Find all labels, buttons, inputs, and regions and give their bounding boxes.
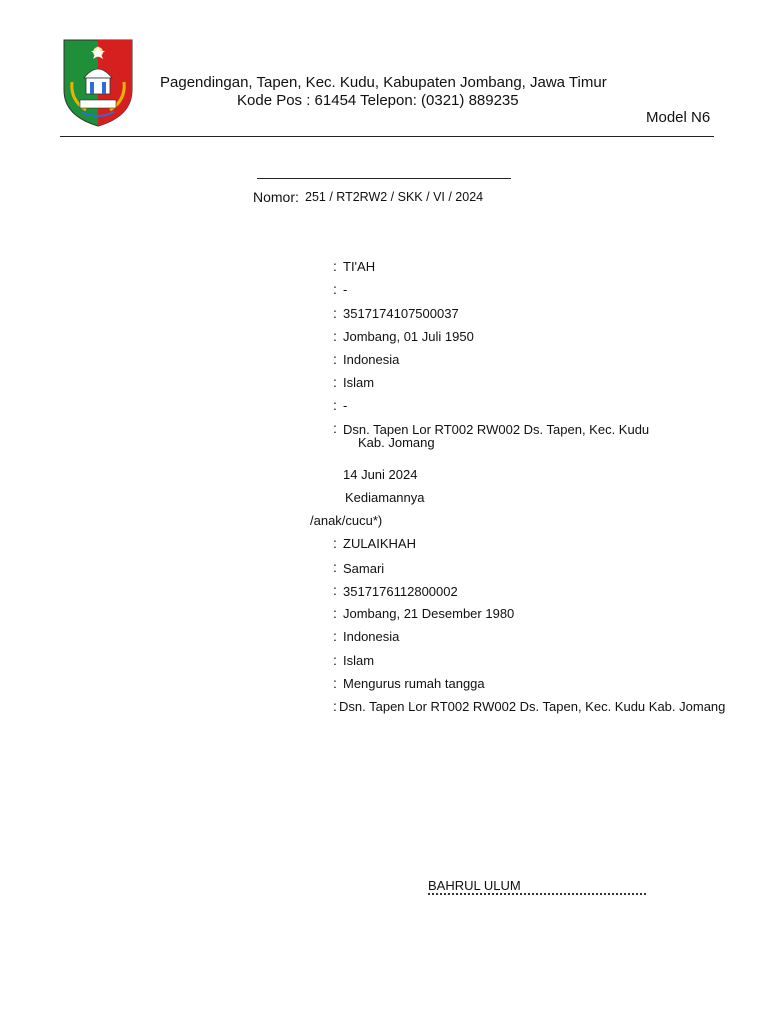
- number-value: 251 / RT2RW2 / SKK / VI / 2024: [305, 190, 484, 204]
- reporter-address: Dsn. Tapen Lor RT002 RW002 Ds. Tapen, Kec. Kudu Kab. Jomang: [339, 699, 726, 714]
- deceased-address-line2: Kab. Jomang: [358, 435, 435, 450]
- reporter-religion: Islam: [343, 653, 375, 668]
- header-address: Pagendingan, Tapen, Kec. Kudu, Kabupaten Jombang, Jawa Timur: [160, 74, 607, 91]
- relation-suffix: /anak/cucu*): [310, 513, 383, 528]
- jombang-regency-emblem-icon: [62, 38, 134, 128]
- colon: :: [333, 328, 337, 344]
- colon: :: [333, 698, 337, 714]
- signature-line: [428, 893, 646, 895]
- deceased-birth: Jombang, 01 Juli 1950: [343, 329, 474, 344]
- colon: :: [333, 559, 337, 575]
- deceased-field2: -: [343, 282, 348, 297]
- colon: :: [333, 675, 337, 691]
- reporter-field2: Samari: [343, 561, 385, 576]
- colon: :: [333, 652, 337, 668]
- colon: :: [333, 605, 337, 621]
- signature-name: BAHRUL ULUM: [428, 878, 521, 893]
- deceased-religion: Islam: [343, 375, 375, 390]
- colon: :: [333, 628, 337, 644]
- colon: :: [333, 582, 337, 598]
- model-label: Model N6: [646, 109, 711, 126]
- deceased-nationality: Indonesia: [343, 352, 400, 367]
- reporter-nik: 3517176112800002: [343, 584, 458, 599]
- colon: :: [333, 281, 337, 297]
- death-date: 14 Juni 2024: [343, 467, 418, 482]
- deceased-address-line1: Dsn. Tapen Lor RT002 RW002 Ds. Tapen, Kec. Kudu: [343, 422, 650, 437]
- deceased-nik: 3517174107500037: [343, 306, 459, 321]
- death-place: Kediamannya: [345, 490, 425, 505]
- reporter-name: ZULAIKHAH: [343, 536, 416, 551]
- header-divider: [60, 136, 714, 137]
- deceased-name: TI'AH: [343, 259, 376, 274]
- reporter-occupation: Mengurus rumah tangga: [343, 676, 485, 691]
- title-underline: [257, 178, 511, 179]
- reporter-nationality: Indonesia: [343, 629, 400, 644]
- colon: :: [333, 420, 337, 436]
- colon: :: [333, 305, 337, 321]
- colon: :: [333, 374, 337, 390]
- deceased-occupation: -: [343, 398, 348, 413]
- colon: :: [333, 258, 337, 274]
- number-label: Nomor:: [253, 189, 299, 205]
- reporter-birth: Jombang, 21 Desember 1980: [343, 606, 515, 621]
- colon: :: [333, 351, 337, 367]
- colon: :: [333, 397, 337, 413]
- colon: :: [333, 535, 337, 551]
- header-contact: Kode Pos : 61454 Telepon: (0321) 889235: [237, 92, 519, 109]
